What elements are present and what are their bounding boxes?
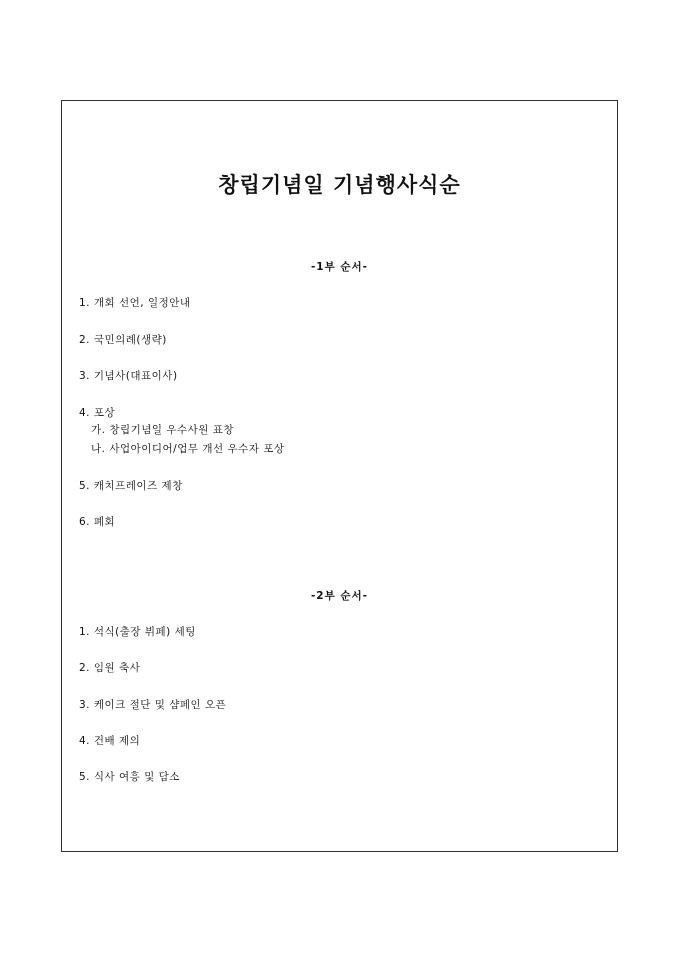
document-frame xyxy=(61,100,618,852)
part1-heading: -1부 순서- xyxy=(310,261,369,273)
part2-item-1: 1. 석식(출장 뷔페) 세팅 xyxy=(79,626,196,638)
part2-item-4: 4. 건배 제의 xyxy=(79,735,141,747)
part1-item-5: 5. 캐치프레이즈 제창 xyxy=(79,480,183,492)
page-title: 창립기념일 기념행사식순 xyxy=(218,173,461,197)
part2-heading: -2부 순서- xyxy=(310,590,369,602)
part2-item-2: 2. 임원 축사 xyxy=(79,662,141,674)
part1-item-6: 6. 폐회 xyxy=(79,516,116,528)
part1-item-1: 1. 개회 선언, 일정안내 xyxy=(79,297,191,309)
part1-item-4-sub-2: 나. 사업아이디어/업무 개선 우수자 포상 xyxy=(91,443,285,455)
part2-item-5: 5. 식사 여흥 및 담소 xyxy=(79,771,180,783)
part1-item-3: 3. 기념사(대표이사) xyxy=(79,370,178,382)
part1-item-4-sub-1: 가. 창립기념일 우수사원 표창 xyxy=(91,424,235,436)
part1-item-2: 2. 국민의례(생략) xyxy=(79,334,167,346)
part2-item-3: 3. 케이크 절단 및 샴페인 오픈 xyxy=(79,699,227,711)
part1-item-4: 4. 포상 xyxy=(79,407,116,419)
